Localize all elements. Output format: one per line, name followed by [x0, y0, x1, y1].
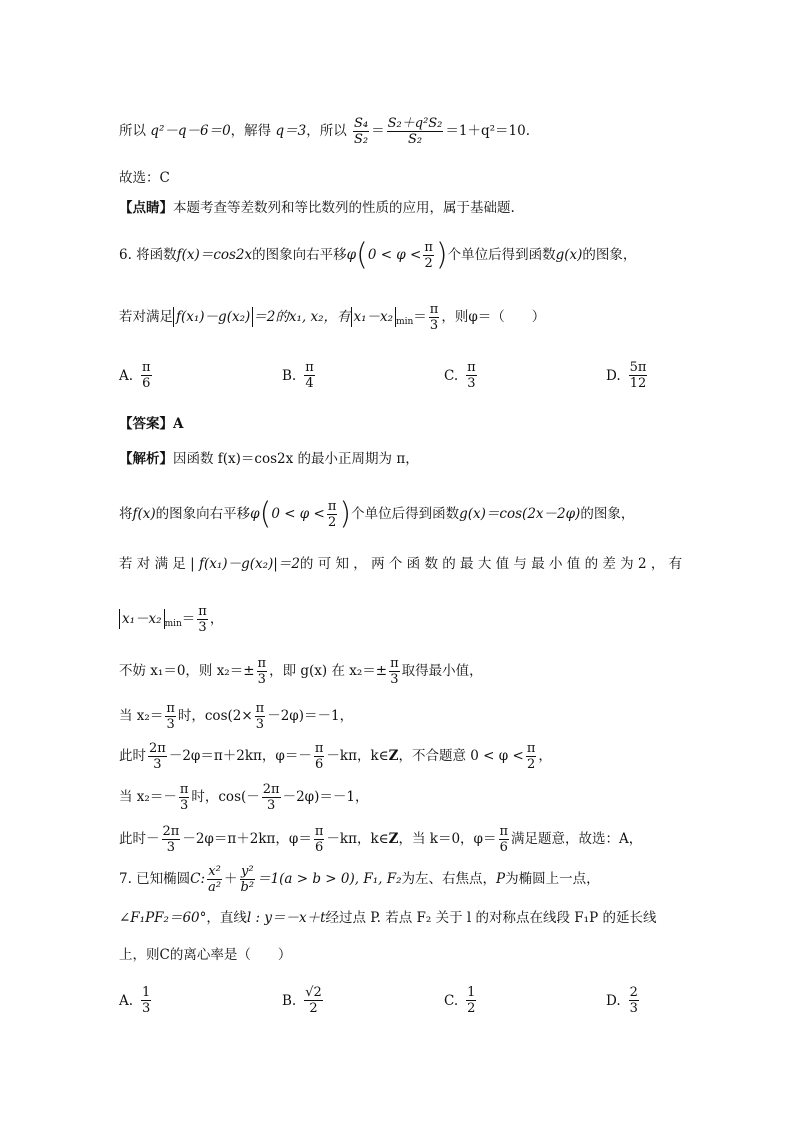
analysis-line-1: [119, 449, 419, 469]
equation: φ: [346, 247, 357, 263]
analysis-line-8: 当 x₂＝－ $\frac{\pi}{3}$ 时，cos(－ $\frac{2\pi}{3}$ －2φ)＝－1，: [119, 782, 369, 813]
text: 的图象，: [582, 247, 637, 263]
text: 个单位后得到函数: [447, 247, 556, 263]
fraction: $\frac{\text{y²}}{\text{b²}}$: [240, 864, 255, 895]
solution-choice: 故选：C: [119, 170, 170, 186]
fraction: $\frac{\pi}{3}$: [255, 701, 265, 732]
equation: q＝3: [275, 123, 307, 139]
option-a[interactable]: A. $\frac{1}{3}$: [119, 985, 151, 1016]
fraction: $\frac{\text{x²}}{\text{a²}}$: [208, 864, 222, 895]
question-7-line-2: ∠F₁PF₂＝60°，直线l : y＝－x＋t经过点 P. 若点 F₂ 关于 l 的对称点在线段 F₁P 的延长线: [119, 910, 657, 926]
solution-line-1: 所以 q²－q－6＝0，解得 q＝3，所以 $\frac{\text{S₄}}{\text{S₂}}$ ＝ $\frac{\text{S₂＋q²S₂}}{\text{S₂}}$ ＝1＋q²＝10.: [119, 116, 531, 147]
equation: f(x₁)－g(x₂): [173, 307, 253, 327]
fraction: $\frac{\text{S₄}}{\text{S₂}}$: [354, 116, 369, 147]
analysis-line-2: 将f(x)的图象向右平移φ(0 < φ < $\frac{\pi}{2}$ )个单位后得到函数g(x)＝cos(2x－2φ)的图象，: [119, 496, 635, 532]
text: 所以: [119, 123, 151, 139]
text: ，所以: [306, 123, 347, 139]
question-6-line-2: [119, 302, 545, 333]
fraction: $\frac{\pi}{2}$: [327, 499, 337, 530]
question-number: 6. 将函数: [119, 247, 177, 263]
fraction: $\frac{2\pi}{3}$: [149, 741, 166, 772]
equation: ＝2的x₁, x₂，有: [253, 309, 351, 325]
equation: f(x)＝cos2x: [176, 247, 253, 263]
equation: g(x): [555, 247, 583, 263]
equation: x₁－x₂: [351, 307, 397, 327]
option-c[interactable]: C. $\frac{1}{2}$: [444, 985, 476, 1016]
fraction: $\frac{\pi}{3}$: [467, 360, 476, 391]
text: ＝: [413, 309, 427, 325]
fraction: $\frac{\pi}{2}$: [424, 240, 433, 271]
option-a[interactable]: A. $\frac{\pi}{6}$: [119, 360, 151, 391]
fraction: $\frac{\pi}{3}$: [179, 782, 189, 813]
option-b[interactable]: B. $\frac{√2}{2}$: [282, 985, 322, 1016]
fraction: $\frac{\pi}{6}$: [314, 824, 324, 855]
fraction: $\frac{2\pi}{3}$: [162, 824, 180, 855]
option-b[interactable]: B. $\frac{\pi}{4}$: [282, 360, 314, 391]
equation: 0 < φ <: [367, 247, 422, 263]
analysis-line-7: 此时 $\frac{2\pi}{3}$ －2φ＝π＋2kπ，φ＝－ $\frac{\pi}{6}$ －kπ，k∈Z，不合题意 0 < φ < $\frac{\pi}{2}$ ，: [119, 741, 552, 772]
option-d[interactable]: D. $\frac{5\pi}{12}$: [606, 360, 647, 391]
text: ＝1＋q²＝10.: [445, 123, 531, 139]
paren: (: [356, 237, 368, 273]
question-6-line-1: [119, 237, 637, 273]
fraction: $\frac{\pi}{3}$: [166, 701, 175, 732]
text: ，解得: [230, 123, 276, 139]
text: 因函数 f(x)＝cos2x 的最小正周期为 π，: [173, 451, 419, 467]
analysis-line-4: x₁－x₂ $_{min}$＝ $\frac{\pi}{3}$ ，: [119, 604, 223, 635]
text: 本题考查等差数列和等比数列的性质的应用，属于基础题.: [173, 200, 515, 216]
fraction: $\frac{2\pi}{3}$: [262, 782, 280, 813]
dianjing: [119, 198, 515, 218]
answer: 【答案】A: [119, 416, 184, 432]
fraction: $\frac{\pi}{6}$: [499, 824, 509, 855]
analysis-line-5: 不妨 x₁＝0，则 x₂＝± $\frac{\pi}{3}$ ，即 g(x) 在 x₂＝± $\frac{\pi}{3}$ 取得最小值，: [119, 656, 483, 687]
question-7-line-1: 7. 已知椭圆C: $\frac{\text{x²}}{\text{a²}}$ ＋ $\frac{\text{y²}}{\text{b²}}$ ＝1(a > b > 0), F₁, F₂为左、右焦点，P为椭圆上一点，: [119, 864, 600, 895]
fraction: $\frac{\pi}{4}$: [305, 360, 314, 391]
text: 的图象向右平移: [252, 247, 347, 263]
fraction: $\frac{\pi}{3}$: [429, 302, 439, 333]
tag: 【点睛】: [119, 200, 173, 216]
tag: 【解析】: [119, 451, 173, 467]
equation: q²－q－6＝0: [150, 123, 231, 139]
question-7-line-3: 上，则C的离心率是（ ）: [119, 947, 292, 963]
fraction: $\frac{\pi}{3}$: [390, 656, 399, 687]
analysis-line-9: 此时－ $\frac{2\pi}{3}$ －2φ＝π＋2kπ，φ＝ $\frac{\pi}{6}$ －kπ，k∈Z，当 k＝0，φ＝ $\frac{\pi}{6}$ 满足题意，故选：A，: [119, 824, 643, 855]
fraction: $\frac{\pi}{6}$: [314, 741, 324, 772]
subscript: min: [396, 317, 414, 327]
fraction: $\frac{\pi}{6}$: [142, 360, 151, 391]
option-c[interactable]: C. $\frac{\pi}{3}$: [444, 360, 476, 391]
fraction: $\frac{1}{3}$: [142, 985, 151, 1016]
paren: ): [435, 237, 448, 273]
text: 若对满足: [119, 309, 173, 325]
fraction: $\frac{5\pi}{12}$: [629, 360, 647, 391]
fraction: $\frac{\pi}{3}$: [198, 604, 207, 635]
fraction: $\frac{2}{3}$: [629, 985, 638, 1016]
analysis-line-3: 若 对 满 足 | f(x₁)－g(x₂)|＝2的 可 知 ， 两 个 函 数 的 最 大 值 与 最 小 值 的 差 为 2 ， 有: [119, 556, 683, 572]
fraction: $\frac{√2}{2}$: [305, 985, 322, 1016]
analysis-line-6: 当 x₂＝ $\frac{\pi}{3}$ 时，cos(2× $\frac{\pi}{3}$ －2φ)＝－1，: [119, 701, 354, 732]
option-d[interactable]: D. $\frac{2}{3}$: [606, 985, 638, 1016]
fraction: $\frac{\pi}{3}$: [257, 656, 267, 687]
fraction: $\frac{1}{2}$: [467, 985, 476, 1016]
fraction: $\frac{\pi}{2}$: [526, 741, 536, 772]
text: ，则φ＝（ ）: [441, 309, 546, 325]
fraction: $\frac{\text{S₂＋q²S₂}}{\text{S₂}}$: [387, 116, 443, 147]
